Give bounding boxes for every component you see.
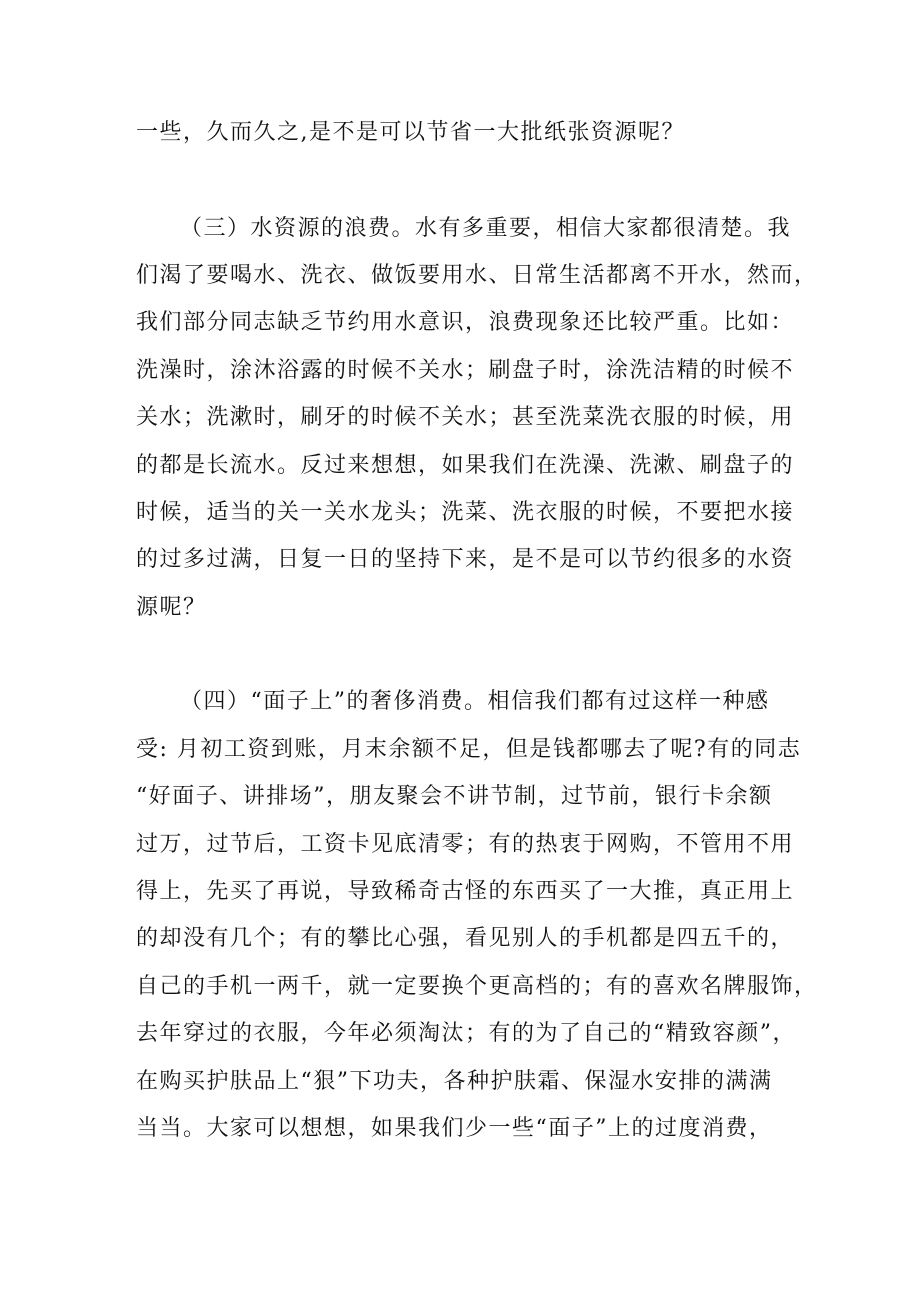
paragraph-2-line-6: 的都是长流水。反过来想想，如果我们在洗澡、洗漱、刷盘子的 <box>136 453 795 478</box>
paragraph-3-line-3: “好面子、讲排场”，朋友聚会不讲节制，过节前，银行卡余额 <box>136 784 773 809</box>
paragraph-2-line-8: 的过多过满，日复一日的坚持下来，是不是可以节约很多的水资 <box>136 547 795 572</box>
paragraph-2-line-3: 我们部分同志缺乏节约用水意识，浪费现象还比较严重。比如： <box>136 310 795 335</box>
paragraph-2-line-2: 们渴了要喝水、洗衣、做饭要用水、日常生活都离不开水，然而， <box>136 263 818 288</box>
paragraph-3-line-9: 在购买护肤品上“狠”下功夫，各种护肤霜、保湿水安排的满满 <box>136 1069 773 1094</box>
paragraph-1-line-1: 一些，久而久之,是不是可以节省一大批纸张资源呢？ <box>136 120 685 145</box>
paragraph-2-line-5: 关水；洗漱时，刷牙的时候不关水；甚至洗菜洗衣服的时候，用 <box>136 405 795 430</box>
paragraph-2-line-1: （三）水资源的浪费。水有多重要，相信大家都很清楚。我 <box>180 216 792 241</box>
paragraph-3-line-4: 过万，过节后，工资卡见底清零；有的热衷于网购，不管用不用 <box>136 832 795 857</box>
paragraph-3-line-2: 受: 月初工资到账，月末余额不足，但是钱都哪去了呢?有的同志 <box>136 737 802 762</box>
paragraph-2-line-7: 时候，适当的关一关水龙头；洗菜、洗衣服的时候，不要把水接 <box>136 500 795 525</box>
paragraph-2-line-9: 源呢？ <box>136 595 207 620</box>
paragraph-3-line-6: 的却没有几个；有的攀比心强，看见别人的手机都是四五千的， <box>136 926 795 951</box>
paragraph-2-line-4: 洗澡时，涂沐浴露的时候不关水；刷盘子时，涂洗洁精的时候不 <box>136 358 795 383</box>
paragraph-3-line-5: 得上，先买了再说，导致稀奇古怪的东西买了一大推，真正用上 <box>136 879 795 904</box>
paragraph-3-line-10: 当当。大家可以想想，如果我们少一些“面子”上的过度消费， <box>136 1116 773 1141</box>
paragraph-3-line-7: 自己的手机一两千，就一定要换个更高档的；有的喜欢名牌服饰， <box>136 974 818 999</box>
paragraph-3-line-8: 去年穿过的衣服，今年必须淘汰；有的为了自己的“精致容颜”， <box>136 1021 796 1046</box>
paragraph-3-line-1: （四）“面子上”的奢侈消费。相信我们都有过这样一种感 <box>180 689 770 714</box>
